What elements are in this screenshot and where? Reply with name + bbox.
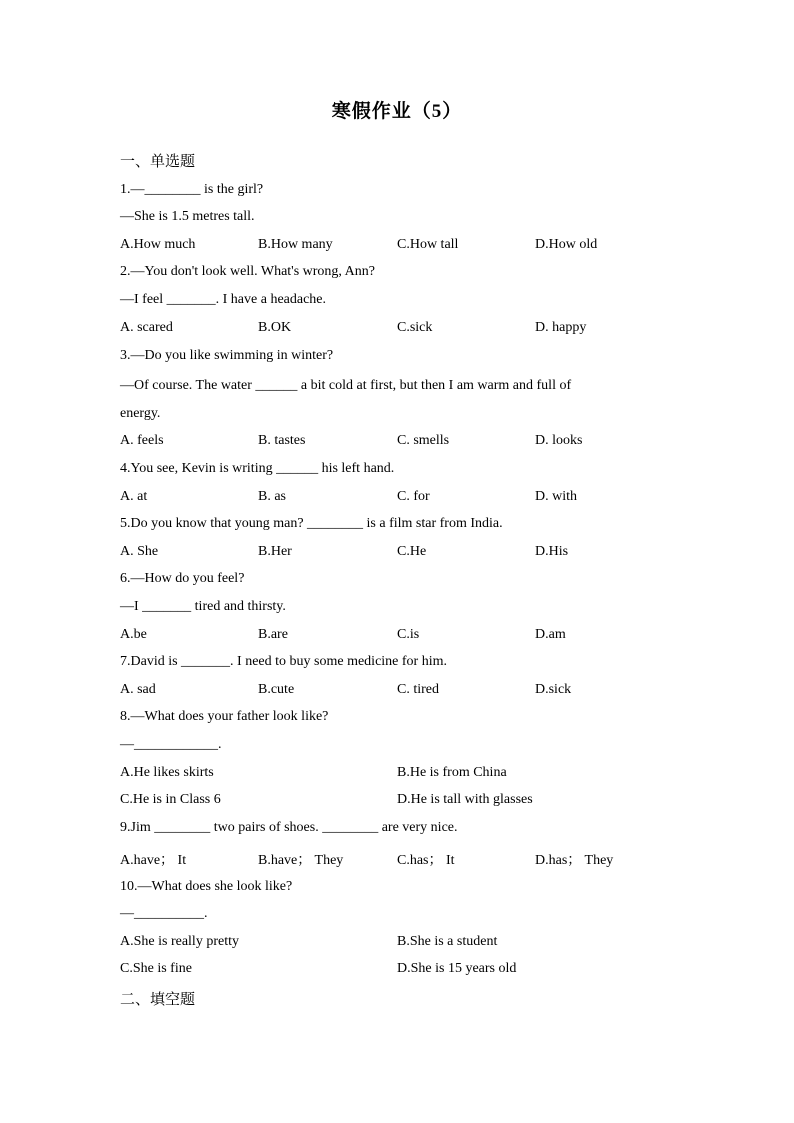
question-3-option-a[interactable]: A. feels xyxy=(120,433,164,448)
question-10-option-a[interactable]: A.She is really pretty xyxy=(120,934,239,949)
question-4-option-d[interactable]: D. with xyxy=(535,489,577,504)
question-7-option-d[interactable]: D.sick xyxy=(535,682,572,697)
question-8-option-b[interactable]: B.He is from China xyxy=(397,765,507,780)
question-7-text: 7.David is _______. I need to buy some medicine for him. xyxy=(120,654,447,669)
section-heading-single-choice: 一、单选题 xyxy=(120,154,196,170)
question-10-option-b[interactable]: B.She is a student xyxy=(397,934,498,949)
question-9-option-b[interactable]: B.have； They xyxy=(258,853,344,868)
question-3-answer-line: —Of course. The water ______ a bit cold at first, but then I am warm and full of xyxy=(120,378,572,393)
question-2-option-d[interactable]: D. happy xyxy=(535,320,587,335)
question-3-option-c[interactable]: C. smells xyxy=(397,433,450,448)
question-1-option-b[interactable]: B.How many xyxy=(258,237,333,252)
question-10-option-c[interactable]: C.She is fine xyxy=(120,961,192,976)
question-2-option-a[interactable]: A. scared xyxy=(120,320,173,335)
question-3-option-d[interactable]: D. looks xyxy=(535,433,583,448)
question-4-text: 4.You see, Kevin is writing ______ his left hand. xyxy=(120,461,395,476)
question-2-answer-line: —I feel _______. I have a headache. xyxy=(120,292,327,307)
question-5-option-b[interactable]: B.Her xyxy=(258,544,292,559)
page-title: 寒假作业（5） xyxy=(331,101,463,122)
question-9-option-c[interactable]: C.has； It xyxy=(397,853,455,868)
question-8-option-d[interactable]: D.He is tall with glasses xyxy=(397,792,533,807)
question-1-option-d[interactable]: D.How old xyxy=(535,237,598,252)
question-2-option-c[interactable]: C.sick xyxy=(397,320,433,335)
question-8-answer-line: —____________. xyxy=(120,737,222,752)
section-heading-fill-in: 二、填空题 xyxy=(120,992,196,1008)
question-6-answer-line: —I _______ tired and thirsty. xyxy=(120,599,286,614)
question-8-text: 8.—What does your father look like? xyxy=(120,709,329,724)
question-10-answer-line: —__________. xyxy=(120,906,208,921)
question-5-option-d[interactable]: D.His xyxy=(535,544,569,559)
question-4-option-b[interactable]: B. as xyxy=(258,489,286,504)
question-4-option-a[interactable]: A. at xyxy=(120,489,148,504)
question-6-option-d[interactable]: D.am xyxy=(535,627,566,642)
question-10-text: 10.—What does she look like? xyxy=(120,879,293,894)
question-7-option-b[interactable]: B.cute xyxy=(258,682,295,697)
question-8-option-c[interactable]: C.He is in Class 6 xyxy=(120,792,221,807)
question-6-option-b[interactable]: B.are xyxy=(258,627,288,642)
question-2-option-b[interactable]: B.OK xyxy=(258,320,292,335)
question-4-option-c[interactable]: C. for xyxy=(397,489,430,504)
question-5-option-a[interactable]: A. She xyxy=(120,544,159,559)
question-2-text: 2.—You don't look well. What's wrong, Ann? xyxy=(120,264,375,279)
question-8-option-a[interactable]: A.He likes skirts xyxy=(120,765,214,780)
question-5-option-c[interactable]: C.He xyxy=(397,544,427,559)
question-1-option-a[interactable]: A.How much xyxy=(120,237,196,252)
question-1-answer-line: —She is 1.5 metres tall. xyxy=(120,209,255,224)
question-9-option-a[interactable]: A.have； It xyxy=(120,853,187,868)
question-9-text: 9.Jim ________ two pairs of shoes. ________ are very nice. xyxy=(120,820,458,835)
question-10-option-d[interactable]: D.She is 15 years old xyxy=(397,961,517,976)
question-7-option-a[interactable]: A. sad xyxy=(120,682,156,697)
question-5-text: 5.Do you know that young man? ________ is a film star from India. xyxy=(120,516,503,531)
question-3-answer-line-continued: energy. xyxy=(120,406,161,421)
question-3-option-b[interactable]: B. tastes xyxy=(258,433,306,448)
question-6-text: 6.—How do you feel? xyxy=(120,571,245,586)
question-9-option-d[interactable]: D.has； They xyxy=(535,853,614,868)
question-1-text: 1.—________ is the girl? xyxy=(120,182,264,197)
question-1-option-c[interactable]: C.How tall xyxy=(397,237,459,252)
question-3-text: 3.—Do you like swimming in winter? xyxy=(120,348,334,363)
question-6-option-c[interactable]: C.is xyxy=(397,627,420,642)
question-6-option-a[interactable]: A.be xyxy=(120,627,147,642)
question-7-option-c[interactable]: C. tired xyxy=(397,682,439,697)
